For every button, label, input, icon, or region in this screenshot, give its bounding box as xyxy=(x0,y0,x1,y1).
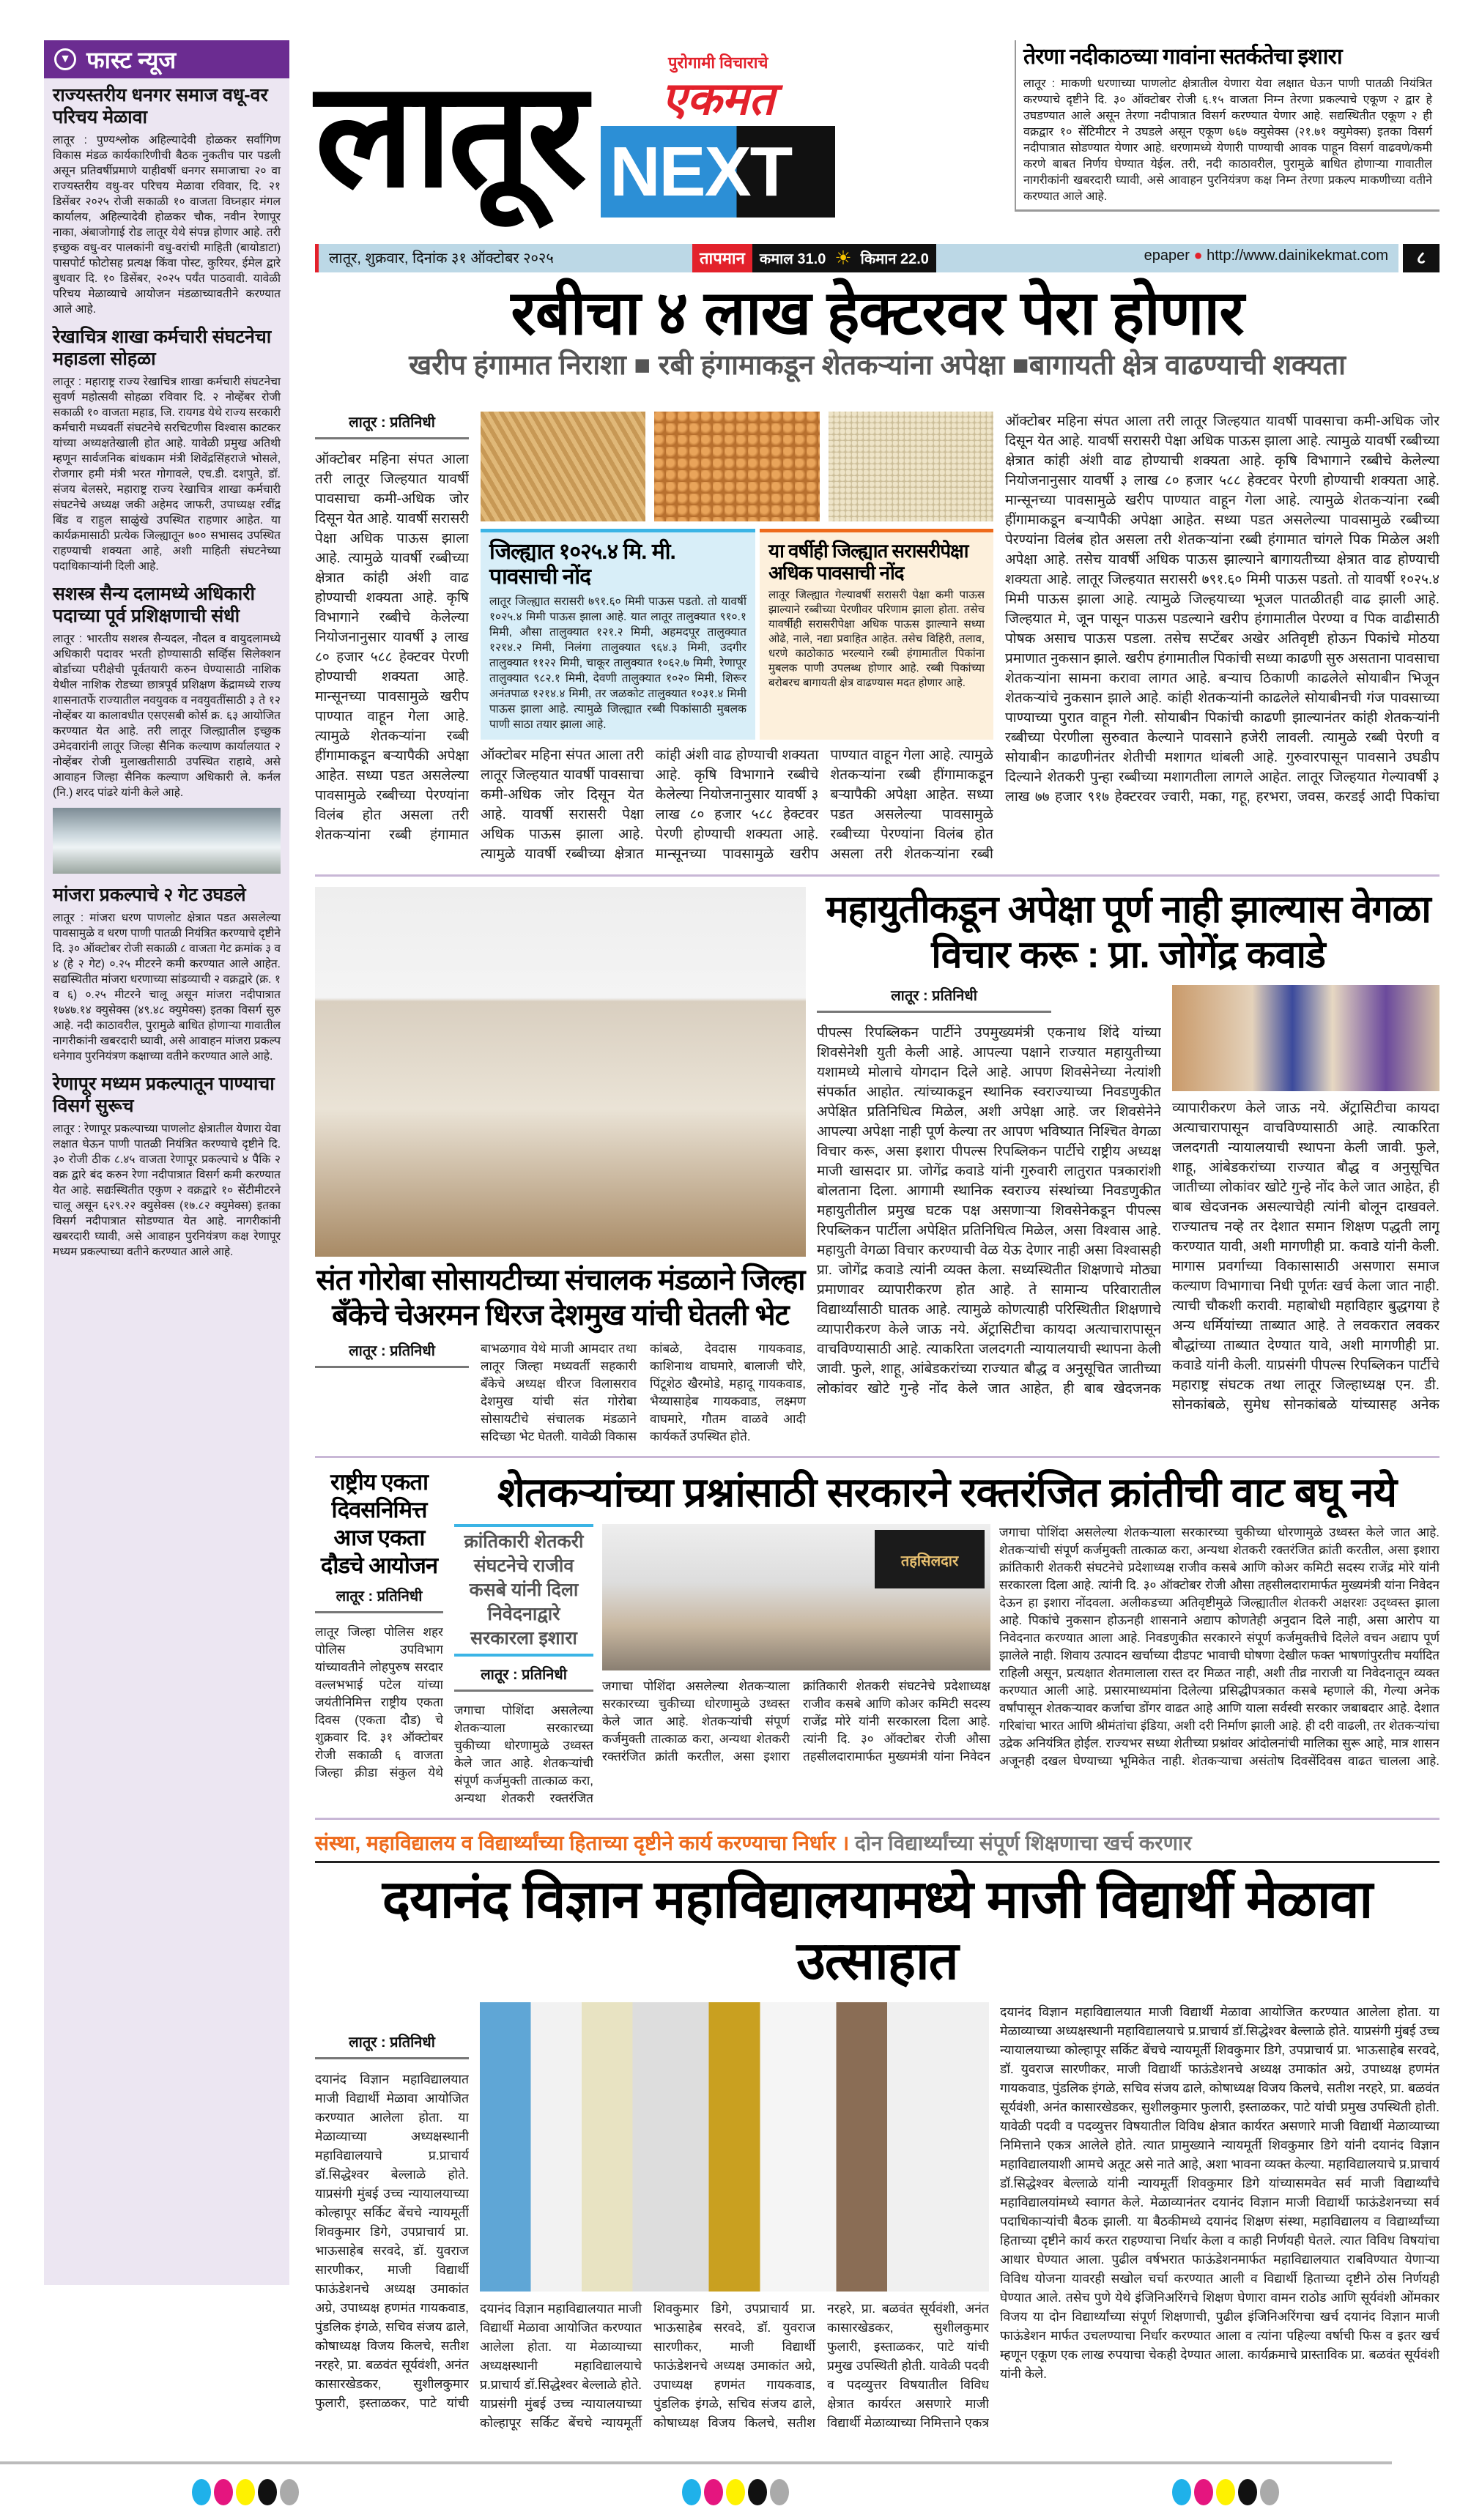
color-marks xyxy=(1172,2479,1279,2505)
lead-story xyxy=(315,412,1439,864)
issue-date: लातूर, शुक्रवार, दिनांक ३१ ऑक्टोबर २०२५ xyxy=(315,244,692,272)
divider xyxy=(315,1456,1439,1458)
farmers-memorandum-photo xyxy=(602,1524,990,1670)
sidebar-story xyxy=(44,78,289,320)
next-logo: NEXT xyxy=(601,126,835,218)
sun-icon: ☀ xyxy=(834,247,852,269)
color-marks xyxy=(682,2479,789,2505)
farmers-headline: शेतकऱ्यांच्या प्रश्नांसाठी सरकारने रक्तरंजित क्रांतीची वाट बघू नये xyxy=(497,1469,1397,1515)
lead-headline: रबीचा ४ लाख हेक्टरवर पेरा होणार xyxy=(511,278,1244,347)
website-url[interactable]: http://www.dainikekmat.com xyxy=(1207,248,1388,264)
epaper-label: epaper xyxy=(1144,248,1190,264)
crop-photos xyxy=(481,412,993,521)
divider xyxy=(315,874,1439,877)
wheat-photo xyxy=(481,412,645,521)
story-body: लातूर : माकणी धरणाच्या पाणलोट क्षेत्रातील येणारा येवा लक्षात घेऊन पाणी पातळी नियंत्रित करण्याचे दृष्टीने दि. ३० ऑक्टोबर रोजी ६.१५ वाजता निम्न तेरणा प्रकल्पाचे एकूण २ द्वार हे उघडण्यात आले असून तेरणा नदीपात्रात विसर्ग करण्यात येणार आहे. सद्यस्थितीत एकूण २ ही वक्रद्वार १० सेंटिमीटर ने उघडले असून एकूण ७६७ क्युसेक्स (२१.७१ क्युमेक्स) इतका विसर्ग नदीपात्रात सोडण्यात येणार आहे. धरणामध्ये येणारी पाण्याची आवक पाहून विसर्ग वाढवणे/कमी करणे बाबत निर्णय घेण्यात येईल. तरी, नदी काठावरील, पुरामुळे बाधित होणाऱ्या गावातील नागरीकांनी खबरदारी घ्यावी, असे आवाहन पुरनियंत्रण कक्ष निम्न तेरणा प्रकल्प माकणीच्या वतीने करण्यात आले आहे. xyxy=(1023,78,1432,203)
story-headline: मांजरा प्रकल्पाचे २ गेट उघडले xyxy=(53,885,246,905)
dayanand-headline: दयानंद विज्ञान महाविद्यालयामध्ये माजी विद्यार्थी मेळावा उत्साहात xyxy=(382,1870,1373,1991)
kawade-body-text: व्यापारीकरण केले जाऊ नये. ॲट्रासिटीचा कायदा अत्याचारापासून वाचविण्यासाठी आहे. त्याकरिता जलदगती न्यायालयाची स्थापना केली जावी. फुले, शाहू, आंबेडकरांच्या राज्यात बौद्ध व अनुसूचित जातीच्या लोकांवर खोटे गुन्हे नोंद केले जात आहेत, ही बाब खेदजनक असल्याचेही त्यांनी बोलून दाखवले. राज्यातच नव्हे तर देशात समान शिक्षण पद्धती लागू करण्यात यावी, अशी मागणीही प्रा. कवाडे यांनी केली. मागास प्रवर्गाच्या विकासासाठी असणारा समाज कल्याण विभागाचा निधी पूर्णतः खर्च केला जात नाही. त्याची चौकशी करावी. महाबोधी महाविहार बुद्धगया हे अन्य धर्मियांच्या ताब्यात आहे. ते लवकरात लवकर बौद्धांच्या ताब्यात देण्यात यावे, अशी मागणीही प्रा. कवाडे यांनी केली. याप्रसंगी पीपल्स रिपब्लिकन पार्टीचे महाराष्ट्र संघटक तथा लातूर जिल्हाध्यक्ष एन. डी. सोनकांबळे, सुमेध सोनकांबळे यांच्यासह अनेक xyxy=(1172,1101,1439,1413)
dayanand-col-2 xyxy=(480,2002,989,2432)
dayanand-kicker xyxy=(315,1830,1439,1863)
dam-photo xyxy=(53,808,281,874)
farmers-body-3: जगाचा पोशिंदा असलेल्या शेतकऱ्याला सरकारच्या चुकीच्या धोरणामुळे उध्वस्त केले जात आहे. शेतकऱ्यांची संपूर्ण कर्जमुक्ती तात्काळ करा, अन्यथा शेतकरी रक्तरंजित क्रांती करतील, असा इशारा क्रांतिकारी शेतकरी संघटनेचे प्रदेशाध्यक्ष राजीव कसबे आणि कोअर कमिटी सदस्य राजेंद्र मोरे यांनी सरकारला दिला आहे. त्यांनी दि. ३० ऑक्टोबर रोजी औसा तहसीलदारामार्फत मुख्यमंत्री यांना निवेदन देऊन हा इशारा नोंदवला. अलीकडच्या अतिवृष्टीमुळे जिल्ह्यातील शेतकरी अक्षरशः उद्ध्वस्त झाला आहे. पिकांचे नुकसान होऊनही शासनाने अद्याप कोणतेही अनुदान दिले नाही, असा आरोप या निवेदनात करण्यात आला आहे. निवडणुकीत सरकारने संपूर्ण कर्जमुक्तीचे दिलेले वचन अद्याप पूर्ण झालेले नाही. शिवाय उत्पादन खर्चाच्या दीडपट भावाची घोषणा देखील फक्त भाषणांपुरतीच मर्यादित राहिली असून, प्रत्यक्षात शेतमालाला रास्त दर मिळत नाही, अशी तीव्र नाराजी या निवेदनातून व्यक्त करण्यात आली आहे. प्रसारमाध्यमांना दिलेल्या प्रसिद्धीपत्रकात कसबे म्हणाले की, गेल्या अनेक वर्षांपासून शेतकऱ्यावर कर्जाचा डोंगर वाढत आहे आणि याला सर्वस्वी सरकार जबाबदार आहे. देशात गरिबांचा भारत आणि श्रीमंतांचा इंडिया, अशी दरी निर्माण झाली आहे. ही दरी वाढली, तर शेतकऱ्यांचा उद्रेक अनियंत्रित होईल. राज्यभर सध्या शेतीच्या प्रश्नांवर आंदोलनांची मालिका सुरू आहे, मात्र शासन अजूनही दखल घेण्याच्या भूमिकेत नाही. शेतकऱ्याचा असंतोष दिवसेंदिवस वाढत चालला आहे. xyxy=(999,1525,1439,1768)
kawade-col-2 xyxy=(1172,985,1439,1415)
kawade-body-2 xyxy=(1172,1099,1439,1415)
middle-row xyxy=(315,887,1439,1446)
farmers-col-2 xyxy=(602,1524,990,1766)
dateline: लातूर : प्रतिनिधी xyxy=(315,2032,469,2059)
sorghum-photo xyxy=(829,412,993,521)
weather-label: तापमान xyxy=(692,244,752,272)
temperature xyxy=(752,244,936,272)
story-body-right: ऑक्टोबर महिना संपत आला तरी लातूर जिल्हयात यावर्षी पावसाचा कमी-अधिक जोर दिसून येत आहे. यावर्षी सरासरी पेक्षा अधिक पाऊस झाला आहे. त्यामुळे यावर्षी रब्बीच्या क्षेत्रात कांही अंशी वाढ होण्याची शक्यता आहे. कृषि विभागाने रब्बीचे केलेल्या नियोजनानुसार यावर्षी ३ लाख ८० हजार ५८८ हेक्टवर पेरणी होण्याची शक्यता आहे. मान्सूनच्या पावसामुळे खरीप पाण्यात वाहून गेला आहे. त्यामुळे शेतकऱ्यांना रब्बी हींगामाकडून बऱ्यापैकी अपेक्षा आहेत. सध्या पडत असलेल्या पावसामुळे रब्बीच्या पेरण्यांना विलंब होत असला तरी शेतकऱ्यांना रब्बी हंगामात चांगले पिक मिळेल अशी अपेक्षा आहे. तसेच यावर्षी अधिक पाऊस झाल्याने बागायतीच्या क्षेत्रात वाढ होण्याची शक्यता आहे. लातूर जिल्हयात सरासरी ७९१.६० मिमी पाऊस पडतो. तो यावर्षी १०२५.४ मिमी पाऊस झाला आहे. त्यामुळे जिल्हयाच्या भूजल पातळीतही वाढ झाली आहे. जिल्हयात मे, जून पासून पाऊस पडल्याने खरीप हंगामातील पेरण्या व पिक वाढीसाठी पोषक असाच पाऊस पडला. तसेच सप्टेंबर अखेर अतिवृष्टी होऊन पिकांचे मोठया प्रमाणात नुकसान झाले. खरीप हंगामातील पिकांची सध्या काढणी सुरु असताना पावसाचा शेतकऱ्यांना सामना करावा लागत आहे. बऱ्याच ठिकाणी काढलेले सोयाबीन भिजून शेतकऱ्यांचे नुकसान झाले आहे. कांही शेतकऱ्यांनी काढलेले सोयाबीनची गंज पावसाच्या पाण्याच्या पुरात वाहून गेली. सोयाबीन पिकांची काढणी झाल्यानंतर कांही शेतकऱ्यांनी रब्बीच्या पेरणीला सुरुवात केल्याने पावसाने हजेरी लावली. त्यामुळे रब्बी पेरणी व सोयाबीन काढणीनंतर शेतीची मशागत थांबली आहे. गुरुवारपासून पावसाने उघडीप दिल्याने शेतकरी पुन्हा रब्बीच्या मशागतीला लागले आहेत. लातूर जिल्हयात गेल्यावर्षी ३ लाख ७७ हजार ९१७ हेक्टरवर ज्वारी, मका, गहू, हरभरा, जवस, करडई आदी पिकांचा xyxy=(1005,414,1439,805)
bottom-rule xyxy=(0,2461,1392,2464)
story-headline: सशस्त्र सैन्य दलामध्ये अधिकारी पदाच्या पूर्व प्रशिक्षणाची संधी xyxy=(53,584,255,626)
ekta-headline: राष्ट्रीय एकता दिवसनिमित्त आज एकता दौडचे आयोजन xyxy=(320,1469,438,1578)
kawade-story xyxy=(817,887,1439,1415)
masthead xyxy=(315,40,1439,238)
sidebar-story xyxy=(44,577,289,803)
sidebar-story xyxy=(44,320,289,577)
fast-news-header xyxy=(44,40,289,78)
farmers-row xyxy=(315,1468,1439,1807)
story-body: लातूर : पुण्यश्लोक अहिल्यादेवी होळकर सर्वांगिण विकास मंडळ कार्यकारिणीची बैठक नुकतीच पार पडली असून प्रतिवर्षीप्रमाणे याहीवर्षी धनगर समाजाचा २० वा राज्यस्तरीय वधु-वर परिचय मेळावा रविवार, दि. २१ डिसेंबर २०२५ रोजी सकाळी १० वाजता विघ्नहार मंगल कार्यालय, अहिल्यादेवी होळकर चौक, नवीन रेणापूर नाका, अंबाजोगाई रोड लातूर येथे संपन्न होणार आहे. तरी इच्छुक वधु-वर पालकांनी वधु-वरांची माहिती (बायोडाटा) पासपोर्ट फोटोसह प्रत्यक्ष किंवा पोस्ट, कुरियर, ईमेल द्वारे बुधवार दि. १० डिसेंबर, २०२५ पर्यंत पाठवावी. यावेळी परिचय मेळाव्याचे आयोजन मंडळाच्यावतीने करण्यात आले आहे. xyxy=(53,134,281,316)
story-body: लातूर : रेणापूर प्रकल्पाच्या पाणलोट क्षेत्रातील येणारा येवा लक्षात घेऊन पाणी पातळी नियंत्रित करण्याचे दृष्टीने दि. ३० रोजी ठीक ८.४५ वाजता रेणापूर प्रकल्पाचे ४ पैकि २ वक्र द्वारे बंद करुन रेणा नदीपात्रात विसर्ग कमी करण्यात येत आहे. सद्यःस्थितीत एकुण २ वक्रद्वारे १० सेंटीमीटरने चालू असून ६२९.२२ क्युसेक्स (१७.८२ क्युमेक्स) इतका विसर्ग नदीपात्रात सोडण्यात येत आहे. नागरीकांनी खबरदारी घ्यावी, असे आवाहन पुरनियंत्रण कक्ष रेणापूर मध्यम प्रकल्पाच्या वतीने करण्यात आले आहे. xyxy=(53,1123,281,1258)
fast-news-title: फास्ट न्यूज xyxy=(86,46,177,73)
gorob-headline: संत गोरोबा सोसायटीच्या संचालक मंडळाने जिल्हा बँकेचे चेअरमन धिरज देशमुख यांची घेतली भेट xyxy=(316,1264,805,1331)
brand-tagline: पुरोगामी विचाराचे xyxy=(667,53,768,72)
lead-col-1 xyxy=(315,412,469,845)
min-temp: किमान 22.0 xyxy=(860,251,929,267)
story-body: लातूर : मांजरा धरण पाणलोट क्षेत्रात पडत असलेल्या पावसामुळे व धरण पाणी पातळी नियंत्रित करण्याचे दृष्टीने दि. ३० ऑक्टोबर रोजी सकाळी ८ वाजता गेट क्रमांक ३ व ४ (हे २ गेट) ०.२५ मीटरने कमी करण्यात आले आहेत. सद्यस्थितीत मांजरा धरणाच्या सांडव्याची २ वक्रद्वारे (क्र. १ व ६) ०.२५ मीटरने चालू असून मांजरा नदीपात्रात १७४७.१४ क्युसेक्स (४९.४८ क्युमेक्स) इतका विसर्ग सुरु आहे. नदी काठावरील, पुरामुळे बाधित होणाऱ्या गावातील नागरीकांनी खबरदारी घ्यावी, असे आवाहन मांजरा प्रकल्प धनेगाव पुरनियंत्रण कक्षाच्या वतीने करण्यात आले आहे. xyxy=(53,912,281,1063)
kawade-col-1 xyxy=(817,985,1161,1399)
story-headline: राज्यस्तरीय धनगर समाज वधू-वर परिचय मेळावा xyxy=(53,85,268,127)
newspaper-logo: लातूर xyxy=(315,53,583,217)
ekta-body: लातूर जिल्हा पोलिस शहर पोलिस उपविभाग यांच्यावतीने लोहपुरुष सरदार वल्लभभाई पटेल यांच्या जयंतीनिमित्त राष्ट्रीय एकता दिवस (एकता दौड) चे शुक्रवार दि. ३१ ऑक्टोबर रोजी सकाळी ६ वाजता जिल्हा क्रीडा संकुल येथे xyxy=(315,1625,443,1780)
dateline: लातूर : प्रतिनिधी xyxy=(315,1586,443,1613)
story-body: लातूर : महाराष्ट्र राज्य रेखाचित्र शाखा कर्मचारी संघटनेचा सुवर्ण महोत्सवी सोहळा रविवार दि. २ नोव्हेंबर रोजी सकाळी १० वाजता महाड, जि. रायगड येथे राज्य सरकारी कर्मचारी मध्यवर्ती संघटनेचे सरचिटणीस विश्वास काटकर यांच्या अध्यक्षतेखाली होत आहे. यावेळी प्रमुख अतिथी म्हणून सार्वजनिक बांधकाम मंत्री शिवेंद्रसिंहराजे भोसले, रोजगार हमी मंत्री भरत गोगावले, एच.डी. दशपुते, डॉ. संजय बेलसरे, महाराष्ट्र राज्य रेखाचित्र शाखा कर्मचारी संघटनेचे अध्यक्ष जकी अहेमद जाफरी, उपाध्यक्ष रवींद्र बिंड व राहुल साळुंखे उपस्थित राहणार आहेत. या कार्यक्रमासाठी प्रत्येक जिल्ह्यातून ७०० सभासद उपस्थित राहण्याची शक्यता आहे, अशी माहिती संघटनेच्या पदाधिकाऱ्यांनी दिली आहे. xyxy=(53,376,281,573)
chevron-down-icon: ▼ xyxy=(54,48,76,70)
story-body: लातूर : भारतीय सशस्त्र सैन्यदल, नौदल व वायुदलामध्ये अधिकारी पदावर भरती होण्यासाठी सर्व्हिस सिलेक्शन बोर्डाच्या परीक्षेची पूर्वतयारी करुन घेण्यासाठी नाशिक येथील नाशिक रोडच्या छात्रपूर्व प्रशिक्षण केंद्रामध्ये राज्य शासनातर्फे राज्यातील नवयुवक व नवयुवतींसाठी ३ ते १२ नोव्हेंबर या कालावधीत एसएसबी कोर्स क्र. ६३ आयोजित करण्यात येत आहे. तरी लातूर जिल्ह्यातील इच्छुक उमेदवारांनी लातूर जिल्हा सैनिक कल्याण कार्यालयात २ नोव्हेंबर रोजी मुलाखतीसाठी उपस्थित राहावे, असे आवाहन जिल्हा सैनिक कल्याण अधिकारी ले. कर्नल (नि.) शरद पांढरे यांनी केले आहे. xyxy=(53,633,281,799)
box-title: या वर्षीही जिल्ह्यात सरासरीपेक्षा अधिक पावसाची नोंद xyxy=(768,540,968,584)
fast-news-sidebar xyxy=(44,40,289,2285)
brand-block xyxy=(597,40,839,218)
box-body: लातूर जिल्ह्यात गेल्यावर्षी सरासरी पेक्षा कमी पाऊस झाल्याने रब्बीच्या पेरणीवर परिणाम झाला होता. तसेच यावर्षीही सरासरीपेक्षा अधिक पाऊस झाल्याने सध्या ओढे, नाले, नद्या प्रवाहित आहेत. तसेच विहिरी, तलाव, धरणे काठोकाठ भरल्याने रब्बी हंगामातील पिकांना मुबलक पाणी उपलब्ध होणार आहे. रब्बी पिकांच्या बरोबरच बागायती क्षेत्र वाढण्यास मदत होणार आहे. xyxy=(768,589,985,689)
lead-subhead: खरीप हंगामात निराशा ■ रबी हंगामाकडून शेतकऱ्यांना अपेक्षा ■बागायती क्षेत्र वाढण्याची शक्यता xyxy=(409,350,1346,381)
story-body-continued: ऑक्टोबर महिना संपत आला तरी लातूर जिल्हयात यावर्षी पावसाचा कमी-अधिक जोर दिसून येत आहे. यावर्षी सरासरी पेक्षा अधिक पाऊस झाला आहे. त्यामुळे यावर्षी रब्बीच्या क्षेत्रात कांही अंशी वाढ होण्याची शक्यता आहे. कृषि विभागाने रब्बीचे केलेल्या नियोजनानुसार यावर्षी ३ लाख ८० हजार ५८८ हेक्टवर पेरणी होण्याची शक्यता आहे. मान्सूनच्या पावसामुळे खरीप पाण्यात वाहून गेला आहे. त्यामुळे शेतकऱ्यांना रब्बी हींगामाकडून बऱ्यापैकी अपेक्षा आहेत. सध्या पडत असलेल्या पावसामुळे रब्बीच्या पेरण्यांना विलंब होत असला तरी शेतकऱ्यांना रब्बी xyxy=(481,748,993,862)
color-marks xyxy=(192,2479,299,2505)
kawade-body: पीपल्स रिपब्लिकन पार्टीने उपमुख्यमंत्री एकनाथ शिंदे यांच्या शिवसेनेशी युती केली आहे. आपल्या पक्षाने राज्यात महायुतीच्या यशामध्ये मोलाचे योगदान दिले आहे. आपण शिवसेनेच्या नेत्यांशी संपर्कात आहोत. त्यांच्याकडून स्थानिक स्वराज्याच्या निवडणुकीत अपेक्षित प्रतिनिधित्व मिळेल, अशी अपेक्षा आहे. जर शिवसेनेने आपल्या अपेक्षा नाही पूर्ण केल्या तर आपण भविष्यात निश्चित वेगळा विचार करू, असा इशारा पीपल्स रिपब्लिकन पार्टीचे राष्ट्रीय अध्यक्ष माजी खासदार प्रा. जोगेंद्र कवाडे यांनी गुरुवारी लातुरात पत्रकारांशी बोलताना दिला. आगामी स्थानिक स्वराज्य संस्थांच्या निवडणुकीत महायुतीतील प्रमुख घटक पक्ष असणाऱ्या शिवसेनेकडून पीपल्स रिपब्लिकन पार्टीला अपेक्षित प्रतिनिधित्व मिळेल, असा विश्वास आहे. महायुती वेगळा विचार करण्याची वेळ येऊ देणार नाही असा विश्वासही प्रा. जोगेंद्र कवाडे त्यांनी व्यक्त केला. सध्यस्थितीत शिक्षणाचे मोठ्या प्रमाणावर व्यापारीकरण होत आहे. ते सामान्य परिवारातील विद्यार्थ्यांसाठी घातक आहे. त्यामुळे कोणत्याही परिस्थितीत शिक्षणाचे व्यापारीकरण केले जाऊ नये. ॲट्रासिटीचा कायदा अत्याचारापासून वाचविण्यासाठी आहे. त्याकरिता जलदगती न्यायालयाची स्थापना केली जावी. फुले, शाहू, आंबेडकरांच्या राज्यात बौद्ध व अनुसूचित जातीच्या लोकांवर खोटे गुन्हे नोंद केले जात आहेत, ही बाब खेदजनक xyxy=(817,1025,1161,1397)
lead-col-2 xyxy=(481,412,993,864)
link-icon: ● xyxy=(1193,248,1203,264)
kicker-orange: संस्था, महाविद्यालय व विद्यार्थ्यांच्या हिताच्या दृष्टीने कार्य करण्याचा निर्धार । xyxy=(315,1832,850,1854)
kawade-headline: महायुतीकडून अपेक्षा पूर्ण नाही झाल्यास वेगळा विचार करू : प्रा. जोगेंद्र कवाडे xyxy=(826,888,1431,976)
info-boxes xyxy=(481,529,993,740)
registration-marks xyxy=(0,2479,1471,2520)
kicker-gray: दोन विद्यार्थ्यांच्या संपूर्ण शिक्षणाचा खर्च करणार xyxy=(854,1832,1192,1854)
max-temp: कमाल 31.0 xyxy=(759,251,826,267)
dayanand-story xyxy=(315,2002,1439,2432)
gorob-text xyxy=(315,1340,806,1446)
box-body: लातूर जिल्ह्यात सरासरी ७९१.६० मिमी पाऊस पडतो. तो यावर्षी १०२५.४ मिमी पाऊस झाला आहे. यात लातूर तालुक्यात ९१०.१ मिमी, औसा तालुक्यात १२१.२ मिमी, अहमदपूर तालुक्यात १२१४.२ मिमी, निलंगा तालुक्यात ९६४.३ मिमी, उदगीर तालुक्यात ११२२ मिमी, चाकूर तालुक्यात १०६२.७ मिमी, रेणापूर तालुक्यात ९८२.१ मिमी, देवणी तालुक्यात १०२० मिमी, शिरूर अनंतपाळ १२१४.४ मिमी, तर जळकोट तालुक्यात १०३१.४ मिमी पाऊस झाला आहे. त्यामुळे जिल्ह्यात रब्बी पिकांसाठी मुबलक पाणी साठा तयार झाला आहे. xyxy=(489,595,746,731)
farmers-text xyxy=(454,1524,1439,1807)
main-column xyxy=(315,40,1439,2520)
dateline: लातूर : प्रतिनिधी xyxy=(817,985,1051,1013)
dayanand-col-1 xyxy=(315,2002,469,2412)
gorob-meeting-photo xyxy=(315,887,806,1257)
above-average-box xyxy=(760,529,993,740)
farmers-col-1 xyxy=(454,1524,593,1807)
gorob-story xyxy=(315,887,806,1446)
divider xyxy=(315,1818,1439,1820)
epaper-link[interactable] xyxy=(936,244,1398,272)
farmers-story xyxy=(454,1468,1439,1807)
story-headline: तेरणा नदीकाठच्या गावांना सतर्कतेचा इशारा xyxy=(1023,45,1342,69)
dateline: लातूर : प्रतिनिधी xyxy=(315,412,469,439)
kawade-photo xyxy=(1172,985,1439,1091)
dayanand-body-2: दयानंद विज्ञान महाविद्यालयात माजी विद्यार्थी मेळावा आयोजित करण्यात आलेला होता. या मेळाव्याच्या अध्यक्षस्थानी महाविद्यालयाचे प्र.प्राचार्य डॉ.सिद्धेश्वर बेल्लाळे होते. याप्रसंगी मुंबई उच्च न्यायालयाच्या कोल्हापूर सर्किट बेंचचे न्यायमूर्ती शिवकुमार डिगे, उपप्राचार्य प्रा. भाऊसाहेब सरवदे, डॉ. युवराज सारणीकर, माजी विद्यार्थी फाऊंडेशनचे अध्यक्ष उमाकांत अग्रे, उपाध्यक्ष हणमंत गायकवाड, पुंडलिक इंगळे, सचिव संजय ढाले, कोषाध्यक्ष विजय किलचे, सतीश नरहरे, प्रा. बळवंत सूर्यवंशी, अनंत कासारखेडकर, सुशीलकुमार फुलारी, इस्ताळकर, पाटे यांची प्रमुख उपस्थिती होती. यावेळी पदवी व पदव्युत्तर विषयातील विविध क्षेत्रात कार्यरत असणारे माजी विद्यार्थी मेळाव्याच्या निमित्ताने एकत्र xyxy=(480,2301,989,2430)
sidebar-story xyxy=(44,878,289,1067)
brand-logo: एकमत xyxy=(662,74,775,124)
ekta-story xyxy=(315,1468,443,1782)
tahsildar-sign: तहसिलदार xyxy=(875,1530,985,1588)
farmers-body-2: जगाचा पोशिंदा असलेल्या शेतकऱ्याला सरकारच्या चुकीच्या धोरणामुळे उध्वस्त केले जात आहे. शेतकऱ्यांची संपूर्ण कर्जमुक्ती तात्काळ करा, अन्यथा शेतकरी रक्तरंजित क्रांती करतील, असा इशारा क्रांतिकारी शेतकरी संघटनेचे प्रदेशाध्यक्ष राजीव कसबे आणि कोअर कमिटी सदस्य राजेंद्र मोरे यांनी सरकारला दिला आहे. त्यांनी दि. ३० ऑक्टोबर रोजी औसा तहसीलदारामार्फत मुख्यमंत्री यांना निवेदन xyxy=(602,1679,990,1763)
dateline: लातूर : प्रतिनिधी xyxy=(315,1340,469,1368)
farmers-subhead: क्रांतिकारी शेतकरी संघटनेचे राजीव कसबे यांनी दिला निवेदनाद्वारे सरकारला इशारा xyxy=(454,1524,593,1657)
date-bar xyxy=(315,244,1439,272)
gorob-body: बाभळगाव येथे माजी आमदार तथा लातूर जिल्हा मध्यवर्ती सहकारी बँकेचे अध्यक्ष धीरज विलासराव देशमुख यांची संत गोरोबा सोसायटीचे संचालक मंडळाने सदिच्छा भेट घेतली. यावेळी विकास कांबळे, देवदास गायकवाड, काशिनाथ वाघमारे, बालाजी चौरे, पिंटूशेठ खैरमोडे, महादू गायकवाड, भैय्यासाहेब गायकवाड, लक्ष्मण वाघमारे, गौतम वाळवे आदी कार्यकर्ते उपस्थित होते. xyxy=(481,1342,806,1443)
story-headline: रेखाचित्र शाखा कर्मचारी संघटनेचा महाडला सोहळा xyxy=(53,327,272,369)
page-number: ८ xyxy=(1403,244,1439,272)
dayanand-body: दयानंद विज्ञान महाविद्यालयात माजी विद्यार्थी मेळावा आयोजित करण्यात आलेला होता. या मेळाव्याच्या अध्यक्षस्थानी महाविद्यालयाचे प्र.प्राचार्य डॉ.सिद्धेश्वर बेल्लाळे होते. याप्रसंगी मुंबई उच्च न्यायालयाच्या कोल्हापूर सर्किट बेंचचे न्यायमूर्ती शिवकुमार डिगे, उपप्राचार्य प्रा. भाऊसाहेब सरवदे, डॉ. युवराज सारणीकर, माजी विद्यार्थी फाऊंडेशनचे अध्यक्ष उमाकांत अग्रे, उपाध्यक्ष हणमंत गायकवाड, पुंडलिक इंगळे, सचिव संजय ढाले, कोषाध्यक्ष विजय किलचे, सतीश नरहरे, प्रा. बळवंत सूर्यवंशी, अनंत कासारखेडकर, सुशीलकुमार फुलारी, इस्ताळकर, पाटे यांची xyxy=(315,2072,469,2410)
farmers-body: जगाचा पोशिंदा असलेल्या शेतकऱ्याला सरकारच्या चुकीच्या धोरणामुळे उध्वस्त केले जात आहे. शेतकऱ्यांची संपूर्ण कर्जमुक्ती तात्काळ करा, अन्यथा शेतकरी रक्तरंजित xyxy=(454,1703,593,1805)
chickpea-photo xyxy=(654,412,819,521)
top-story xyxy=(1015,40,1439,212)
dateline: लातूर : प्रतिनिधी xyxy=(454,1664,593,1692)
box-title: जिल्ह्यात १०२५.४ मि. मी. पावसाची नोंद xyxy=(489,540,675,589)
alumni-group-photo xyxy=(480,2002,989,2292)
rainfall-box xyxy=(481,529,755,740)
kawade-text xyxy=(817,985,1439,1415)
dayanand-body-3: दयानंद विज्ञान महाविद्यालयात माजी विद्यार्थी मेळावा आयोजित करण्यात आलेला होता. या मेळाव्याच्या अध्यक्षस्थानी महाविद्यालयाचे प्र.प्राचार्य डॉ.सिद्धेश्वर बेल्लाळे होते. याप्रसंगी मुंबई उच्च न्यायालयाच्या कोल्हापूर सर्किट बेंचचे न्यायमूर्ती शिवकुमार डिगे, उपप्राचार्य प्रा. भाऊसाहेब सरवदे, डॉ. युवराज सारणीकर, माजी विद्यार्थी फाऊंडेशनचे अध्यक्ष उमाकांत अग्रे, उपाध्यक्ष हणमंत गायकवाड, पुंडलिक इंगळे, सचिव संजय ढाले, कोषाध्यक्ष विजय किलचे, सतीश नरहरे, प्रा. बळवंत सूर्यवंशी, अनंत कासारखेडकर, सुशीलकुमार फुलारी, इस्ताळकर, पाटे यांची प्रमुख उपस्थिती होती. यावेळी पदवी व पदव्युत्तर विषयातील विविध क्षेत्रात कार्यरत असणारे माजी विद्यार्थी मेळाव्याच्या निमित्ताने एकत्र आलेले होते. त्यात प्रामुख्याने न्यायमूर्ती शिवकुमार डिगे यांनी दयानंद विज्ञान महाविद्यालयाशी आमचे अतूट असे नाते आहे, अशा भावना व्यक्त केल्या. महाविद्यालयाचे प्र.प्राचार्य डॉ.सिद्धेश्वर बेल्लाळे यांनी न्यायमूर्ती शिवकुमार डिगे यांच्यासमवेत सर्व माजी विद्यार्थ्यांचे महाविद्यालयांमध्ये स्वागत केले. मेळाव्यानंतर दयानंद विज्ञान माजी विद्यार्थी फाऊंडेशनच्या सर्व पदाधिकाऱ्यांची बैठक झाली. या बैठकीमध्ये दयानंद शिक्षण संस्था, महाविद्यालय व विद्यार्थ्यांच्या हिताच्या दृष्टीने कार्य करत राहण्याचा निर्धार केला व काही निर्णयही घेतले. त्यात विविध विषयांचा आधार घेण्यात आला. पुढील वर्षभरात फाऊंडेशनमार्फत महाविद्यालयात राबविण्यात येणाऱ्या विविध योजना यावरही सखोल चर्चा करण्यात आली व विद्यार्थी हिताच्या दृष्टीने ठोस निर्णयही घेण्यात आले. तसेच पुणे येथे इंजिनिअरिंगचे शिक्षण घेणारा वामन राठोड आणि सूर्यवंशी ओंमकार विजय या दोन विद्यार्थ्यांच्या संपूर्ण शिक्षणाची, पुढील इंजिनिअरिंगचा खर्च दयानंद विज्ञान माजी फाऊंडेशन मार्फत उचलण्याचा निर्धार करण्यात आला व त्यांना पहिल्या वर्षाची फिस व इतर खर्च म्हणून एकूण एक लाख रुपयाचा चेकही देण्यात आला. कार्यक्रमाचे प्रास्ताविक प्रा. बळवंत सूर्यवंशी यांनी केले. xyxy=(1000,2004,1439,2381)
sidebar-story xyxy=(44,1067,289,1263)
story-body: ऑक्टोबर महिना संपत आला तरी लातूर जिल्हयात यावर्षी पावसाचा कमी-अधिक जोर दिसून येत आहे. यावर्षी सरासरी पेक्षा अधिक पाऊस झाला आहे. त्यामुळे यावर्षी रब्बीच्या क्षेत्रात कांही अंशी वाढ होण्याची शक्यता आहे. कृषि विभागाने रब्बीचे केलेल्या नियोजनानुसार यावर्षी ३ लाख ८० हजार ५८८ हेक्टवर पेरणी होण्याची शक्यता आहे. मान्सूनच्या पावसामुळे खरीप पाण्यात वाहून गेला आहे. त्यामुळे शेतकऱ्यांना रब्बी हींगामाकडून बऱ्यापैकी अपेक्षा आहेत. सध्या पडत असलेल्या पावसामुळे रब्बीच्या पेरण्यांना विलंब होत असला तरी शेतकऱ्यांना रब्बी हंगामात xyxy=(315,452,469,843)
story-headline: रेणापूर मध्यम प्रकल्पातून पाण्याचा विसर्ग सुरूच xyxy=(53,1074,275,1116)
